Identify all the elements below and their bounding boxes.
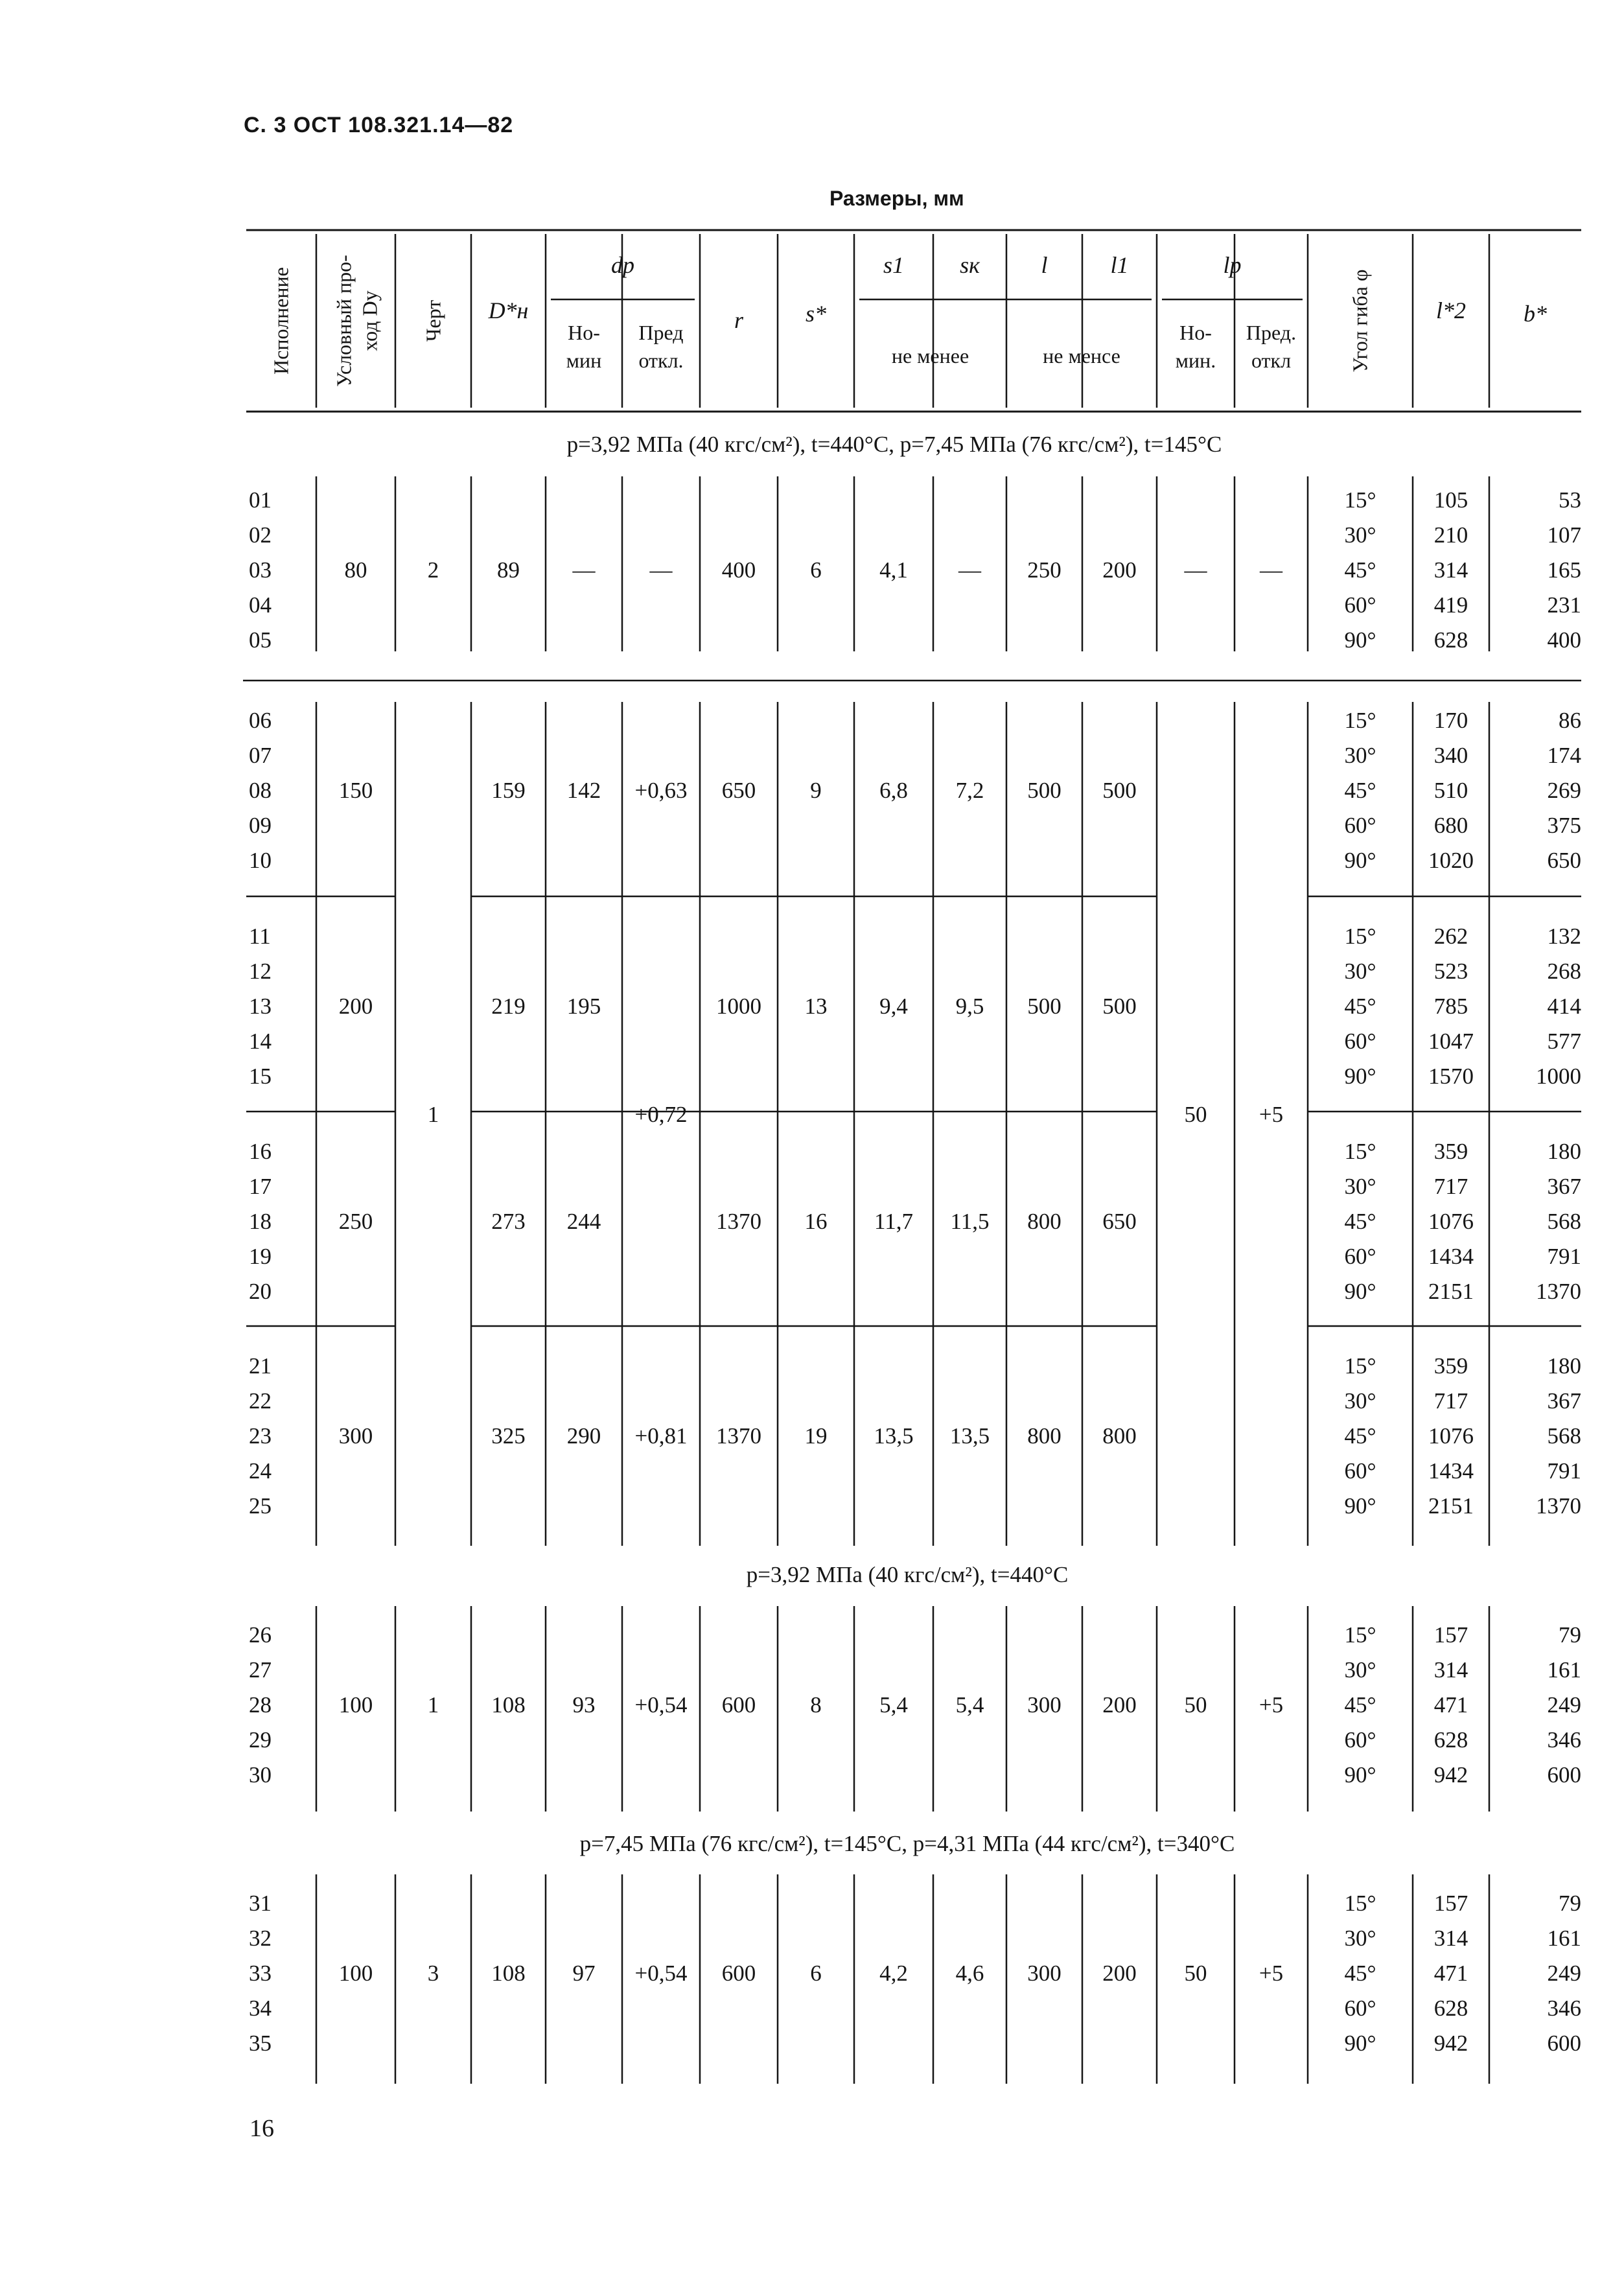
header-s: s* xyxy=(805,301,826,327)
cell-s-5: 19 xyxy=(804,1423,828,1449)
header-chert: Черт xyxy=(421,299,445,342)
cell-angle: 15° xyxy=(1344,1891,1376,1916)
cell-angle: 60° xyxy=(1344,1029,1376,1054)
cell-sk-4: 11,5 xyxy=(950,1209,990,1234)
row-id-03: 03 xyxy=(249,557,272,583)
cell-angle: 90° xyxy=(1344,848,1376,873)
cell-b: 79 xyxy=(1559,1622,1581,1648)
cell-dp_nom-2: 142 xyxy=(566,778,601,803)
condition-caption-1: p=3,92 МПа (40 кгс/см²), t=440°С, p=7,45 МПа (76 кгс/см²), t=145°С xyxy=(566,432,1222,457)
cell-l2: 157 xyxy=(1433,1891,1468,1916)
cell-r-1: 400 xyxy=(721,557,756,583)
row-id-20: 20 xyxy=(249,1279,272,1304)
cell-dy-6: 100 xyxy=(338,1692,373,1718)
cell-angle: 15° xyxy=(1344,1353,1376,1379)
row-id-29: 29 xyxy=(249,1727,272,1753)
cell-l-4: 800 xyxy=(1027,1209,1061,1234)
cell-angle: 60° xyxy=(1344,1727,1376,1753)
cell-l2: 340 xyxy=(1433,743,1468,768)
row-id-17: 17 xyxy=(249,1174,272,1199)
cell-b: 1370 xyxy=(1536,1493,1581,1519)
cell-lp_nom-6: 50 xyxy=(1184,1692,1207,1718)
row-id-01: 01 xyxy=(249,487,272,513)
cell-l2: 2151 xyxy=(1428,1279,1474,1304)
row-id-31: 31 xyxy=(249,1891,272,1916)
cell-dp_nom-3: 195 xyxy=(566,994,601,1019)
cell-l-1: 250 xyxy=(1027,557,1061,583)
row-id-19: 19 xyxy=(249,1244,272,1269)
cell-angle: 15° xyxy=(1344,487,1376,513)
header-sk: sк xyxy=(960,252,980,278)
row-id-23: 23 xyxy=(249,1423,272,1449)
cell-angle: 45° xyxy=(1344,994,1376,1019)
cell-l2: 157 xyxy=(1433,1622,1468,1648)
cell-lp_pred-6: +5 xyxy=(1259,1692,1284,1718)
cell-angle: 15° xyxy=(1344,1622,1376,1648)
cell-l2: 942 xyxy=(1433,2031,1468,2056)
cell-b: 414 xyxy=(1547,994,1581,1019)
cell-b: 249 xyxy=(1547,1961,1581,1986)
header-l1: l1 xyxy=(1110,252,1129,278)
cell-angle: 45° xyxy=(1344,557,1376,583)
cell-dp-pred-merged: +0,72 xyxy=(634,1102,688,1127)
cell-b: 367 xyxy=(1547,1174,1581,1199)
cell-l2: 942 xyxy=(1433,1762,1468,1788)
cell-l2: 170 xyxy=(1433,708,1468,733)
cell-s-1: 6 xyxy=(810,557,822,583)
row-id-18: 18 xyxy=(249,1209,272,1234)
header-ispolnenie: Исполнение xyxy=(269,267,293,375)
condition-caption-3: p=7,45 МПа (76 кгс/см²), t=145°С, p=4,31 МПа (44 кгс/см²), t=340°С xyxy=(579,1831,1235,1856)
cell-dy-2: 150 xyxy=(338,778,373,803)
cell-b: 791 xyxy=(1547,1458,1581,1484)
cell-dn-1: 89 xyxy=(497,557,520,583)
cell-s-2: 9 xyxy=(810,778,822,803)
cell-dp_pred-2: +0,63 xyxy=(634,778,688,803)
header-l-ne-menee: не менсе xyxy=(1043,344,1120,367)
cell-l2: 717 xyxy=(1433,1174,1468,1199)
cell-l2: 510 xyxy=(1433,778,1468,803)
row-id-33: 33 xyxy=(249,1961,272,1986)
cell-dp_nom-1: — xyxy=(572,557,596,583)
row-id-24: 24 xyxy=(249,1458,272,1484)
row-id-30: 30 xyxy=(249,1762,272,1788)
page-number: 16 xyxy=(249,2115,274,2142)
row-id-27: 27 xyxy=(249,1657,272,1683)
cell-r-6: 600 xyxy=(721,1692,756,1718)
row-id-02: 02 xyxy=(249,522,272,548)
cell-l2: 628 xyxy=(1433,627,1468,653)
condition-caption-2: p=3,92 МПа (40 кгс/см²), t=440°С xyxy=(746,1562,1069,1587)
cell-l-3: 500 xyxy=(1027,994,1061,1019)
cell-dp_nom-7: 97 xyxy=(572,1961,596,1986)
header-l: l xyxy=(1041,252,1048,278)
cell-dn-2: 159 xyxy=(491,778,526,803)
cell-angle: 45° xyxy=(1344,778,1376,803)
cell-l1-1: 200 xyxy=(1102,557,1137,583)
cell-l-6: 300 xyxy=(1027,1692,1061,1718)
cell-l1-7: 200 xyxy=(1102,1961,1137,1986)
header-dp-nom: Но- мин xyxy=(566,321,602,373)
document-header: С. 3 ОСТ 108.321.14—82 xyxy=(244,113,514,137)
cell-l1-3: 500 xyxy=(1102,994,1137,1019)
header-dn: D*н xyxy=(488,297,529,323)
cell-b: 367 xyxy=(1547,1388,1581,1414)
cell-angle: 15° xyxy=(1344,1139,1376,1164)
cell-b: 53 xyxy=(1559,487,1581,513)
cell-lp-pred-merged: +5 xyxy=(1259,1102,1284,1127)
cell-b: 132 xyxy=(1547,924,1581,949)
cell-l2: 2151 xyxy=(1428,1493,1474,1519)
cell-angle: 30° xyxy=(1344,959,1376,984)
cell-angle: 30° xyxy=(1344,1174,1376,1199)
cell-b: 180 xyxy=(1547,1139,1581,1164)
cell-dp_nom-6: 93 xyxy=(572,1692,596,1718)
header-lp-pred: Пред. откл xyxy=(1246,321,1297,373)
cell-l2: 1434 xyxy=(1428,1458,1474,1484)
cell-angle: 60° xyxy=(1344,813,1376,838)
cell-angle: 90° xyxy=(1344,1279,1376,1304)
cell-s-6: 8 xyxy=(810,1692,822,1718)
row-id-09: 09 xyxy=(249,813,272,838)
header-s1: s1 xyxy=(883,252,904,278)
cell-angle: 45° xyxy=(1344,1209,1376,1234)
row-id-22: 22 xyxy=(249,1388,272,1414)
cell-l1-2: 500 xyxy=(1102,778,1137,803)
row-id-21: 21 xyxy=(249,1353,272,1379)
cell-l2: 628 xyxy=(1433,1996,1468,2021)
cell-l2: 680 xyxy=(1433,813,1468,838)
cell-l2: 1076 xyxy=(1428,1209,1474,1234)
header-lp-nom: Но- мин. xyxy=(1175,321,1216,373)
cell-angle: 45° xyxy=(1344,1423,1376,1449)
cell-angle: 15° xyxy=(1344,708,1376,733)
cell-b: 174 xyxy=(1547,743,1581,768)
cell-l2: 1047 xyxy=(1428,1029,1474,1054)
cell-b: 577 xyxy=(1547,1029,1581,1054)
cell-l2: 1076 xyxy=(1428,1423,1474,1449)
row-id-28: 28 xyxy=(249,1692,272,1718)
cell-dp_nom-5: 290 xyxy=(566,1423,601,1449)
cell-b: 600 xyxy=(1547,2031,1581,2056)
header-dp: dр xyxy=(611,252,634,278)
cell-s1-3: 9,4 xyxy=(879,994,908,1019)
cell-angle: 90° xyxy=(1344,1762,1376,1788)
cell-dp_pred-7: +0,54 xyxy=(634,1961,688,1986)
cell-l2: 628 xyxy=(1433,1727,1468,1753)
cell-dy-3: 200 xyxy=(338,994,373,1019)
cell-lp_pred-7: +5 xyxy=(1259,1961,1284,1986)
cell-lp-nom-merged: 50 xyxy=(1184,1102,1207,1127)
cell-dp_nom-4: 244 xyxy=(566,1209,601,1234)
header-uslovny-line2: ход Dу xyxy=(358,290,382,351)
cell-s1-7: 4,2 xyxy=(879,1961,908,1986)
cell-s1-1: 4,1 xyxy=(879,557,908,583)
cell-l-2: 500 xyxy=(1027,778,1061,803)
cell-b: 79 xyxy=(1559,1891,1581,1916)
cell-s1-4: 11,7 xyxy=(874,1209,913,1234)
cell-l1-4: 650 xyxy=(1102,1209,1137,1234)
row-id-14: 14 xyxy=(249,1029,272,1054)
cell-b: 268 xyxy=(1547,959,1581,984)
cell-dy-7: 100 xyxy=(338,1961,373,1986)
cell-lp_nom-7: 50 xyxy=(1184,1961,1207,1986)
cell-r-5: 1370 xyxy=(716,1423,761,1449)
cell-dn-7: 108 xyxy=(491,1961,526,1986)
cell-r-4: 1370 xyxy=(716,1209,761,1234)
cell-angle: 90° xyxy=(1344,627,1376,653)
cell-chert-1: 2 xyxy=(427,557,439,583)
cell-dy-4: 250 xyxy=(338,1209,373,1234)
cell-angle: 90° xyxy=(1344,1493,1376,1519)
cell-l2: 262 xyxy=(1433,924,1468,949)
cell-b: 400 xyxy=(1547,627,1581,653)
row-id-32: 32 xyxy=(249,1926,272,1951)
cell-l2: 471 xyxy=(1433,1692,1468,1718)
cell-b: 161 xyxy=(1547,1926,1581,1951)
cell-l2: 523 xyxy=(1433,959,1468,984)
cell-s-3: 13 xyxy=(804,994,828,1019)
cell-dn-6: 108 xyxy=(491,1692,526,1718)
cell-sk-3: 9,5 xyxy=(955,994,984,1019)
cell-l2: 419 xyxy=(1433,592,1468,618)
cell-angle: 45° xyxy=(1344,1692,1376,1718)
cell-b: 161 xyxy=(1547,1657,1581,1683)
cell-r-2: 650 xyxy=(721,778,756,803)
cell-l2: 314 xyxy=(1433,557,1468,583)
cell-chert-merged: 1 xyxy=(427,1102,439,1127)
row-id-05: 05 xyxy=(249,627,272,653)
cell-sk-5: 13,5 xyxy=(949,1423,990,1449)
cell-b: 231 xyxy=(1547,592,1581,618)
cell-b: 165 xyxy=(1547,557,1581,583)
row-id-26: 26 xyxy=(249,1622,272,1648)
cell-l2: 717 xyxy=(1433,1388,1468,1414)
cell-l2: 1434 xyxy=(1428,1244,1474,1269)
cell-angle: 30° xyxy=(1344,1657,1376,1683)
cell-sk-1: — xyxy=(958,557,981,583)
cell-s1-5: 13,5 xyxy=(874,1423,914,1449)
cell-l1-6: 200 xyxy=(1102,1692,1137,1718)
header-dp-pred: Пред откл. xyxy=(638,321,684,373)
header-l2: l*2 xyxy=(1435,297,1466,323)
cell-b: 1370 xyxy=(1536,1279,1581,1304)
cell-l-5: 800 xyxy=(1027,1423,1061,1449)
header-lp: lр xyxy=(1223,252,1242,278)
cell-b: 346 xyxy=(1547,1996,1581,2021)
cell-b: 180 xyxy=(1547,1353,1581,1379)
cell-angle: 30° xyxy=(1344,743,1376,768)
row-id-25: 25 xyxy=(249,1493,272,1519)
cell-chert-6: 1 xyxy=(427,1692,439,1718)
header-uslovny-line1: Условный про- xyxy=(332,255,356,387)
row-id-13: 13 xyxy=(249,994,272,1019)
cell-b: 650 xyxy=(1547,848,1581,873)
cell-l2: 105 xyxy=(1433,487,1468,513)
cell-l2: 359 xyxy=(1433,1353,1468,1379)
cell-l2: 1570 xyxy=(1428,1064,1474,1089)
cell-angle: 30° xyxy=(1344,522,1376,548)
header-b: b* xyxy=(1524,301,1547,327)
cell-l2: 1020 xyxy=(1428,848,1474,873)
cell-s-4: 16 xyxy=(804,1209,828,1234)
header-ugol: Угол гиба φ xyxy=(1348,269,1372,373)
cell-sk-2: 7,2 xyxy=(955,778,984,803)
row-id-08: 08 xyxy=(249,778,272,803)
row-id-35: 35 xyxy=(249,2031,272,2056)
row-id-34: 34 xyxy=(249,1996,272,2021)
cell-s-7: 6 xyxy=(810,1961,822,1986)
cell-b: 568 xyxy=(1547,1423,1581,1449)
row-id-11: 11 xyxy=(249,924,271,949)
cell-l-7: 300 xyxy=(1027,1961,1061,1986)
cell-angle: 60° xyxy=(1344,1244,1376,1269)
cell-dp_pred-6: +0,54 xyxy=(634,1692,688,1718)
cell-l2: 314 xyxy=(1433,1657,1468,1683)
cell-b: 600 xyxy=(1547,1762,1581,1788)
cell-r-7: 600 xyxy=(721,1961,756,1986)
units-caption: Размеры, мм xyxy=(829,187,964,210)
cell-chert-7: 3 xyxy=(427,1961,439,1986)
cell-dn-3: 219 xyxy=(491,994,526,1019)
cell-dp_pred-1: — xyxy=(649,557,673,583)
cell-angle: 90° xyxy=(1344,2031,1376,2056)
row-id-10: 10 xyxy=(249,848,272,873)
cell-dp_pred-5: +0,81 xyxy=(634,1423,688,1449)
cell-dn-4: 273 xyxy=(491,1209,526,1234)
cell-dy-5: 300 xyxy=(338,1423,373,1449)
cell-angle: 90° xyxy=(1344,1064,1376,1089)
row-id-15: 15 xyxy=(249,1064,272,1089)
cell-sk-6: 5,4 xyxy=(955,1692,984,1718)
row-id-06: 06 xyxy=(249,708,272,733)
cell-s1-2: 6,8 xyxy=(879,778,908,803)
cell-l2: 785 xyxy=(1433,994,1468,1019)
cell-dy-1: 80 xyxy=(344,557,367,583)
row-id-04: 04 xyxy=(249,592,272,618)
cell-angle: 30° xyxy=(1344,1388,1376,1414)
cell-lp_nom-1: — xyxy=(1184,557,1207,583)
cell-dn-5: 325 xyxy=(491,1423,526,1449)
cell-l2: 210 xyxy=(1433,522,1468,548)
cell-b: 269 xyxy=(1547,778,1581,803)
cell-b: 249 xyxy=(1547,1692,1581,1718)
cell-lp_pred-1: — xyxy=(1260,557,1282,583)
cell-angle: 15° xyxy=(1344,924,1376,949)
cell-l2: 471 xyxy=(1433,1961,1468,1986)
cell-b: 107 xyxy=(1547,522,1581,548)
cell-b: 86 xyxy=(1559,708,1581,733)
cell-angle: 60° xyxy=(1344,1996,1376,2021)
cell-angle: 30° xyxy=(1344,1926,1376,1951)
cell-b: 1000 xyxy=(1536,1064,1581,1089)
cell-l2: 314 xyxy=(1433,1926,1468,1951)
row-id-16: 16 xyxy=(249,1139,272,1164)
header-r: r xyxy=(734,307,743,333)
header-s-ne-menee: не менее xyxy=(891,344,969,367)
cell-angle: 60° xyxy=(1344,592,1376,618)
cell-b: 346 xyxy=(1547,1727,1581,1753)
cell-r-3: 1000 xyxy=(716,994,761,1019)
row-id-12: 12 xyxy=(249,959,272,984)
cell-l2: 359 xyxy=(1433,1139,1468,1164)
cell-b: 375 xyxy=(1547,813,1581,838)
cell-angle: 60° xyxy=(1344,1458,1376,1484)
cell-sk-7: 4,6 xyxy=(955,1961,984,1986)
cell-l1-5: 800 xyxy=(1102,1423,1137,1449)
cell-angle: 45° xyxy=(1344,1961,1376,1986)
cell-b: 791 xyxy=(1547,1244,1581,1269)
cell-b: 568 xyxy=(1547,1209,1581,1234)
row-id-07: 07 xyxy=(249,743,272,768)
cell-s1-6: 5,4 xyxy=(879,1692,908,1718)
